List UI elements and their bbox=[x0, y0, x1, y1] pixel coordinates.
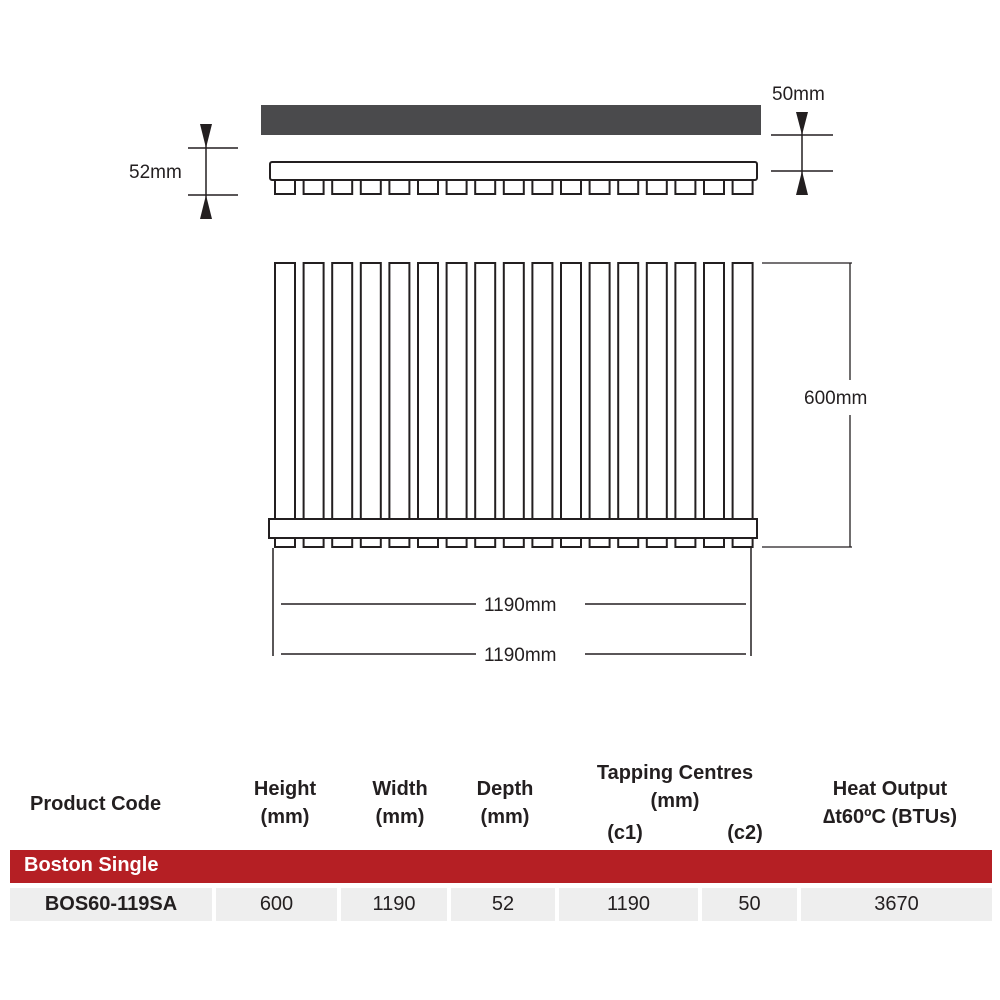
front-tube bbox=[590, 263, 610, 519]
width-inner-label: 1190mm bbox=[484, 595, 557, 616]
front-tube bbox=[704, 263, 724, 519]
table-row bbox=[10, 888, 992, 921]
front-tube bbox=[532, 263, 552, 519]
side-tube-end bbox=[304, 180, 324, 194]
header-tapping-centres: Tapping Centres (mm) bbox=[596, 762, 754, 812]
side-tube-end bbox=[275, 180, 295, 194]
side-tube-end bbox=[447, 180, 467, 194]
header-heat-output: Heat Output ∆t60ºC (BTUs) bbox=[823, 778, 957, 828]
front-view-tube-ends bbox=[275, 538, 753, 547]
side-tube-end bbox=[418, 180, 438, 194]
front-tube bbox=[304, 263, 324, 519]
side-view-tubes bbox=[275, 180, 753, 194]
cell-heat-output: 3670 bbox=[801, 888, 992, 921]
front-tube bbox=[447, 263, 467, 519]
front-tube-end bbox=[418, 538, 438, 547]
side-tube-end bbox=[561, 180, 581, 194]
header-product-code: Product Code bbox=[30, 793, 162, 815]
front-tube-end bbox=[304, 538, 324, 547]
top-depth-dimension bbox=[771, 112, 833, 195]
front-tube bbox=[675, 263, 695, 519]
front-view-rail bbox=[269, 519, 757, 538]
front-tube bbox=[389, 263, 409, 519]
side-depth-dimension bbox=[188, 124, 238, 219]
front-tube-end bbox=[504, 538, 524, 547]
front-tube-end bbox=[389, 538, 409, 547]
cell-c2: 50 bbox=[702, 888, 797, 921]
cell-c1: 1190 bbox=[559, 888, 698, 921]
side-tube-end bbox=[532, 180, 552, 194]
cell-height: 600 bbox=[216, 888, 337, 921]
front-tube bbox=[418, 263, 438, 519]
front-tube-end bbox=[618, 538, 638, 547]
side-tube-end bbox=[675, 180, 695, 194]
group-band bbox=[10, 850, 992, 883]
top-view-bar bbox=[261, 105, 761, 135]
front-tube bbox=[332, 263, 352, 519]
group-label: Boston Single bbox=[24, 854, 159, 876]
header-c1: (c1) bbox=[607, 822, 643, 844]
front-tube-end bbox=[447, 538, 467, 547]
front-tube bbox=[618, 263, 638, 519]
front-tube-end bbox=[332, 538, 352, 547]
side-tube-end bbox=[647, 180, 667, 194]
side-tube-end bbox=[361, 180, 381, 194]
front-tube bbox=[504, 263, 524, 519]
side-tube-end bbox=[332, 180, 352, 194]
side-tube-end bbox=[590, 180, 610, 194]
front-tube-end bbox=[275, 538, 295, 547]
front-tube-end bbox=[475, 538, 495, 547]
side-tube-end bbox=[733, 180, 753, 194]
front-tube bbox=[647, 263, 667, 519]
front-view-tubes bbox=[275, 263, 753, 519]
front-tube-end bbox=[733, 538, 753, 547]
cell-width: 1190 bbox=[341, 888, 447, 921]
width-outer-label: 1190mm bbox=[484, 645, 557, 666]
front-tube-end bbox=[561, 538, 581, 547]
front-tube-end bbox=[532, 538, 552, 547]
side-tube-end bbox=[389, 180, 409, 194]
front-tube bbox=[361, 263, 381, 519]
side-tube-end bbox=[504, 180, 524, 194]
header-height: Height (mm) bbox=[253, 778, 317, 828]
front-tube bbox=[275, 263, 295, 519]
front-tube bbox=[733, 263, 753, 519]
front-tube-end bbox=[361, 538, 381, 547]
front-tube-end bbox=[647, 538, 667, 547]
side-tube-end bbox=[618, 180, 638, 194]
header-c2: (c2) bbox=[727, 822, 763, 844]
top-depth-label: 50mm bbox=[772, 84, 825, 105]
side-tube-end bbox=[475, 180, 495, 194]
front-tube bbox=[475, 263, 495, 519]
cell-product-code: BOS60-119SA bbox=[10, 888, 212, 921]
height-label: 600mm bbox=[804, 388, 868, 409]
side-depth-label: 52mm bbox=[129, 162, 182, 183]
cell-depth: 52 bbox=[451, 888, 555, 921]
side-tube-end bbox=[704, 180, 724, 194]
front-tube-end bbox=[675, 538, 695, 547]
front-tube-end bbox=[704, 538, 724, 547]
front-tube-end bbox=[590, 538, 610, 547]
header-width: Width (mm) bbox=[372, 778, 428, 828]
header-depth: Depth (mm) bbox=[476, 778, 534, 828]
front-tube bbox=[561, 263, 581, 519]
side-view-rail bbox=[270, 162, 757, 180]
